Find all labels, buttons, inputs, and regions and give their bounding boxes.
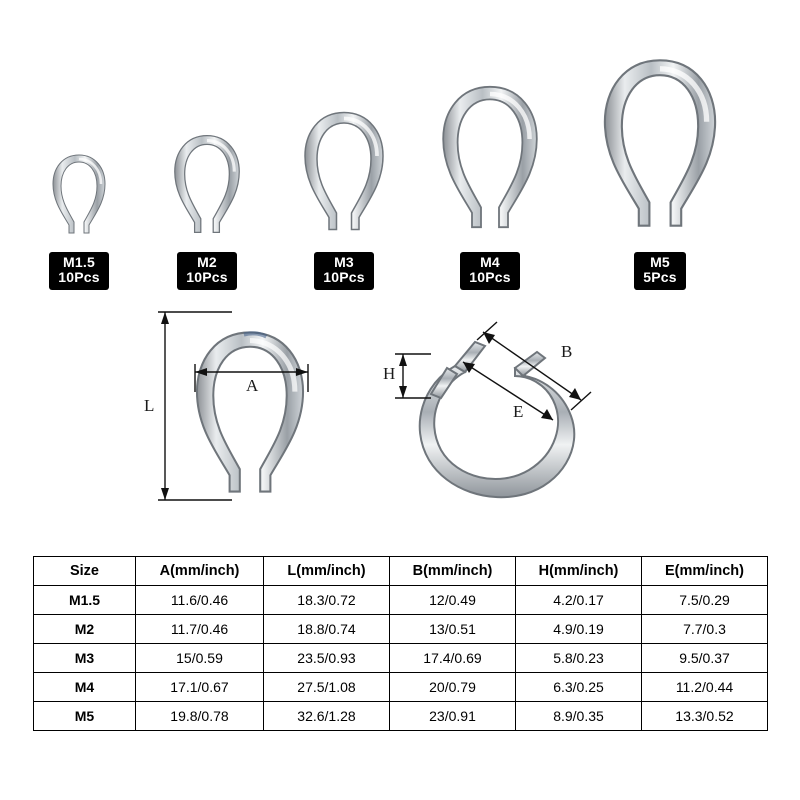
size-badge-label: M1.5 bbox=[63, 253, 95, 270]
thimble-image-m3 bbox=[292, 91, 396, 246]
side-view-figure bbox=[385, 318, 625, 523]
table-row bbox=[34, 586, 768, 615]
dimension-label-h: H bbox=[383, 364, 396, 383]
thimble-image-m2 bbox=[164, 116, 250, 246]
cell-a: 19.8/0.78 bbox=[136, 702, 264, 731]
column-header-b: B(mm/inch) bbox=[390, 557, 516, 586]
size-badge-m1-5 bbox=[49, 252, 108, 290]
dimension-label-e: E bbox=[513, 402, 524, 421]
column-header-size: Size bbox=[34, 557, 136, 586]
thimble-item-m4 bbox=[420, 61, 560, 290]
size-badge-qty: 10Pcs bbox=[323, 269, 365, 286]
cell-l: 27.5/1.08 bbox=[264, 673, 390, 702]
size-badge-label: M2 bbox=[197, 253, 217, 270]
column-header-e: E(mm/inch) bbox=[642, 557, 768, 586]
dimension-label-l: L bbox=[144, 396, 155, 415]
thimble-item-m2 bbox=[152, 116, 262, 290]
column-header-l: L(mm/inch) bbox=[264, 557, 390, 586]
specification-table-wrapper bbox=[33, 556, 767, 731]
cell-size: M1.5 bbox=[34, 586, 136, 615]
cell-l: 18.3/0.72 bbox=[264, 586, 390, 615]
size-badge-m3 bbox=[314, 252, 373, 290]
cell-b: 17.4/0.69 bbox=[390, 644, 516, 673]
size-badge-qty: 10Pcs bbox=[186, 269, 228, 286]
cell-a: 11.7/0.46 bbox=[136, 615, 264, 644]
size-badge-label: M3 bbox=[334, 253, 354, 270]
size-badge-label: M5 bbox=[650, 253, 670, 270]
cell-b: 13/0.51 bbox=[390, 615, 516, 644]
dimension-label-a: A bbox=[246, 376, 259, 395]
specification-table bbox=[33, 556, 768, 731]
cell-a: 17.1/0.67 bbox=[136, 673, 264, 702]
size-badge-m4 bbox=[460, 252, 519, 290]
cell-size: M3 bbox=[34, 644, 136, 673]
size-badge-m2 bbox=[177, 252, 236, 290]
column-header-a: A(mm/inch) bbox=[136, 557, 264, 586]
thimble-item-m5 bbox=[580, 31, 740, 290]
cell-e: 7.5/0.29 bbox=[642, 586, 768, 615]
thimble-image-m4 bbox=[428, 61, 552, 246]
column-header-h: H(mm/inch) bbox=[516, 557, 642, 586]
thimble-image-m5 bbox=[587, 31, 733, 246]
size-badge-qty: 10Pcs bbox=[58, 269, 100, 286]
cell-l: 32.6/1.28 bbox=[264, 702, 390, 731]
cell-h: 8.9/0.35 bbox=[516, 702, 642, 731]
cell-h: 4.2/0.17 bbox=[516, 586, 642, 615]
size-badge-qty: 5Pcs bbox=[643, 269, 677, 286]
thimble-image-m1-5 bbox=[44, 136, 114, 246]
table-row bbox=[34, 644, 768, 673]
table-row bbox=[34, 702, 768, 731]
thimble-item-m1-5 bbox=[24, 136, 134, 290]
size-badge-qty: 10Pcs bbox=[469, 269, 511, 286]
front-view-figure bbox=[140, 300, 360, 520]
dimension-label-b: B bbox=[561, 342, 573, 361]
cell-e: 11.2/0.44 bbox=[642, 673, 768, 702]
table-header-row bbox=[34, 557, 768, 586]
cell-b: 12/0.49 bbox=[390, 586, 516, 615]
cell-l: 18.8/0.74 bbox=[264, 615, 390, 644]
thimble-size-row bbox=[0, 20, 800, 290]
size-badge-label: M4 bbox=[480, 253, 500, 270]
cell-b: 20/0.79 bbox=[390, 673, 516, 702]
cell-e: 13.3/0.52 bbox=[642, 702, 768, 731]
dimension-figures bbox=[0, 300, 800, 530]
thimble-item-m3 bbox=[284, 91, 404, 290]
cell-h: 4.9/0.19 bbox=[516, 615, 642, 644]
table-row bbox=[34, 615, 768, 644]
cell-h: 5.8/0.23 bbox=[516, 644, 642, 673]
cell-e: 9.5/0.37 bbox=[642, 644, 768, 673]
cell-l: 23.5/0.93 bbox=[264, 644, 390, 673]
table-row bbox=[34, 673, 768, 702]
cell-size: M5 bbox=[34, 702, 136, 731]
cell-b: 23/0.91 bbox=[390, 702, 516, 731]
cell-a: 11.6/0.46 bbox=[136, 586, 264, 615]
cell-size: M4 bbox=[34, 673, 136, 702]
cell-e: 7.7/0.3 bbox=[642, 615, 768, 644]
cell-a: 15/0.59 bbox=[136, 644, 264, 673]
size-badge-m5 bbox=[634, 252, 686, 290]
cell-h: 6.3/0.25 bbox=[516, 673, 642, 702]
cell-size: M2 bbox=[34, 615, 136, 644]
